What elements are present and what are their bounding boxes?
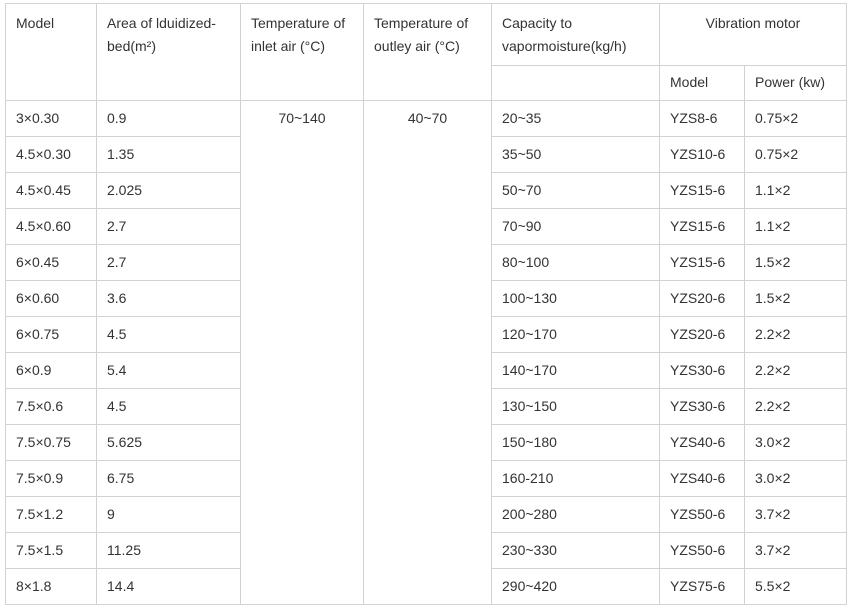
- cell-area: 5.4: [97, 353, 241, 389]
- cell-model: 7.5×0.75: [6, 425, 97, 461]
- cell-area: 2.7: [97, 245, 241, 281]
- header-motor-power: Power (kw): [745, 66, 847, 101]
- cell-capacity: 80~100: [492, 245, 660, 281]
- header-vibration-motor: Vibration motor: [660, 4, 847, 66]
- cell-motor-model: YZS20-6: [660, 281, 745, 317]
- cell-capacity: 150~180: [492, 425, 660, 461]
- cell-model: 4.5×0.45: [6, 173, 97, 209]
- header-outlet-temp: Temperature of outley air (°C): [364, 4, 492, 101]
- cell-motor-model: YZS30-6: [660, 389, 745, 425]
- spec-table: [5, 3, 847, 605]
- cell-model: 4.5×0.30: [6, 137, 97, 173]
- cell-model: 7.5×0.9: [6, 461, 97, 497]
- cell-motor-power: 0.75×2: [745, 101, 847, 137]
- cell-capacity: 140~170: [492, 353, 660, 389]
- cell-capacity: 100~130: [492, 281, 660, 317]
- cell-area: 3.6: [97, 281, 241, 317]
- cell-area: 2.025: [97, 173, 241, 209]
- cell-motor-power: 1.1×2: [745, 173, 847, 209]
- cell-model: 6×0.60: [6, 281, 97, 317]
- header-area: Area of lduidized-bed(m²): [97, 4, 241, 101]
- cell-motor-power: 2.2×2: [745, 353, 847, 389]
- cell-area: 4.5: [97, 389, 241, 425]
- cell-model: 7.5×1.2: [6, 497, 97, 533]
- cell-motor-power: 5.5×2: [745, 569, 847, 605]
- cell-capacity: 70~90: [492, 209, 660, 245]
- cell-model: 6×0.45: [6, 245, 97, 281]
- cell-motor-model: YZS50-6: [660, 497, 745, 533]
- header-inlet-temp: Temperature of inlet air (°C): [241, 4, 364, 101]
- cell-area: 4.5: [97, 317, 241, 353]
- cell-model: 7.5×0.6: [6, 389, 97, 425]
- cell-motor-power: 1.5×2: [745, 245, 847, 281]
- cell-model: 6×0.75: [6, 317, 97, 353]
- cell-motor-power: 3.0×2: [745, 461, 847, 497]
- header-capacity: Capacity to vapormoisture(kg/h): [492, 4, 660, 66]
- table-header: [6, 4, 847, 101]
- cell-motor-model: YZS40-6: [660, 461, 745, 497]
- cell-capacity: 130~150: [492, 389, 660, 425]
- cell-motor-model: YZS20-6: [660, 317, 745, 353]
- cell-area: 6.75: [97, 461, 241, 497]
- cell-motor-model: YZS75-6: [660, 569, 745, 605]
- cell-capacity: 35~50: [492, 137, 660, 173]
- table-row: [6, 101, 847, 137]
- cell-model: 8×1.8: [6, 569, 97, 605]
- cell-motor-model: YZS40-6: [660, 425, 745, 461]
- cell-inlet-temp: 70~140: [241, 101, 364, 605]
- cell-model: 7.5×1.5: [6, 533, 97, 569]
- table-body: [6, 101, 847, 605]
- header-model: Model: [6, 4, 97, 101]
- cell-outlet-temp: 40~70: [364, 101, 492, 605]
- cell-model: 4.5×0.60: [6, 209, 97, 245]
- cell-motor-power: 1.5×2: [745, 281, 847, 317]
- cell-motor-power: 2.2×2: [745, 317, 847, 353]
- cell-motor-model: YZS10-6: [660, 137, 745, 173]
- cell-capacity: 120~170: [492, 317, 660, 353]
- cell-area: 14.4: [97, 569, 241, 605]
- cell-motor-model: YZS15-6: [660, 209, 745, 245]
- cell-motor-model: YZS15-6: [660, 173, 745, 209]
- cell-capacity: 50~70: [492, 173, 660, 209]
- cell-area: 0.9: [97, 101, 241, 137]
- cell-motor-power: 3.7×2: [745, 533, 847, 569]
- cell-motor-power: 3.0×2: [745, 425, 847, 461]
- cell-capacity: 290~420: [492, 569, 660, 605]
- cell-area: 1.35: [97, 137, 241, 173]
- cell-motor-power: 0.75×2: [745, 137, 847, 173]
- cell-motor-model: YZS8-6: [660, 101, 745, 137]
- cell-motor-model: YZS15-6: [660, 245, 745, 281]
- cell-motor-power: 1.1×2: [745, 209, 847, 245]
- cell-area: 11.25: [97, 533, 241, 569]
- cell-area: 5.625: [97, 425, 241, 461]
- cell-model: 6×0.9: [6, 353, 97, 389]
- cell-motor-power: 2.2×2: [745, 389, 847, 425]
- cell-capacity: 200~280: [492, 497, 660, 533]
- cell-motor-model: YZS30-6: [660, 353, 745, 389]
- cell-motor-power: 3.7×2: [745, 497, 847, 533]
- cell-capacity: 160-210: [492, 461, 660, 497]
- cell-capacity: 20~35: [492, 101, 660, 137]
- header-motor-model: Model: [660, 66, 745, 101]
- cell-model: 3×0.30: [6, 101, 97, 137]
- cell-motor-model: YZS50-6: [660, 533, 745, 569]
- cell-area: 9: [97, 497, 241, 533]
- cell-capacity: 230~330: [492, 533, 660, 569]
- cell-area: 2.7: [97, 209, 241, 245]
- header-capacity-sub: [492, 66, 660, 101]
